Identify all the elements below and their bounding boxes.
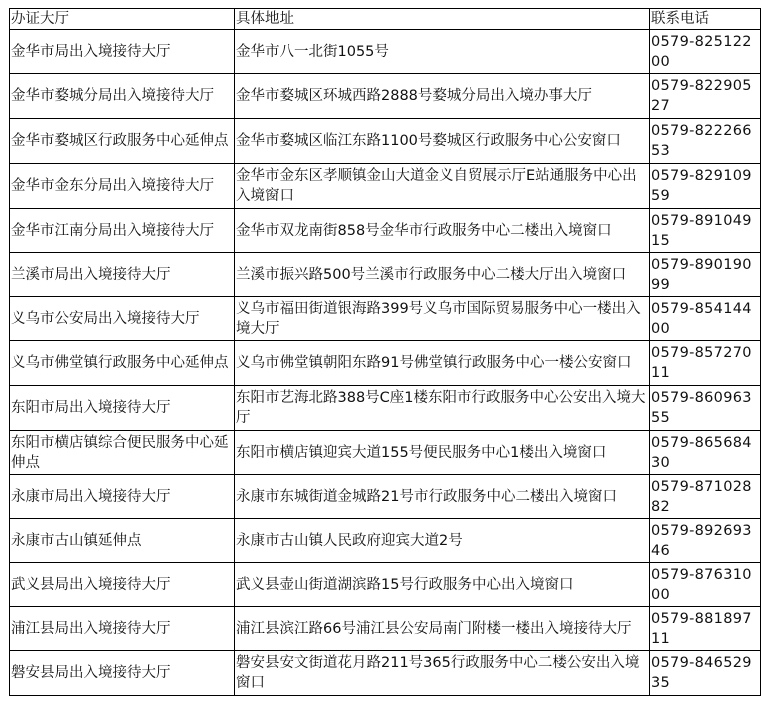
table-row	[10, 563, 761, 607]
cell-phone: 0579-82226653	[650, 119, 761, 164]
cell-hall: 永康市古山镇延伸点	[10, 519, 235, 563]
cell-phone: 0579-84652935	[650, 651, 761, 696]
cell-hall: 金华市金东分局出入境接待大厅	[10, 164, 235, 209]
cell-hall: 磐安县局出入境接待大厅	[10, 651, 235, 696]
table-header-row	[10, 9, 761, 30]
table-row	[10, 519, 761, 563]
table-row	[10, 475, 761, 519]
table-row	[10, 119, 761, 164]
cell-address: 金华市双龙南街858号金华市行政服务中心二楼出入境窗口	[235, 209, 650, 253]
cell-address: 义乌市福田街道银海路399号义乌市国际贸易服务中心一楼出入境大厅	[235, 297, 650, 341]
table-row	[10, 341, 761, 386]
cell-phone: 0579-85727011	[650, 341, 761, 386]
cell-phone: 0579-82910959	[650, 164, 761, 209]
cell-address: 兰溪市振兴路500号兰溪市行政服务中心二楼大厅出入境窗口	[235, 253, 650, 297]
cell-address: 东阳市横店镇迎宾大道155号便民服务中心1楼出入境窗口	[235, 431, 650, 475]
cell-hall: 永康市局出入境接待大厅	[10, 475, 235, 519]
table-row	[10, 297, 761, 341]
cell-address: 磐安县安文街道花月路211号365行政服务中心二楼公安出入境窗口	[235, 651, 650, 696]
cell-phone: 0579-87631000	[650, 563, 761, 607]
cell-hall: 东阳市横店镇综合便民服务中心延伸点	[10, 431, 235, 475]
table-row	[10, 386, 761, 431]
cell-phone: 0579-86096355	[650, 386, 761, 431]
cell-hall: 金华市局出入境接待大厅	[10, 30, 235, 74]
cell-address: 金华市婺城区临江东路1100号婺城区行政服务中心公安窗口	[235, 119, 650, 164]
cell-address: 金华市八一北街1055号	[235, 30, 650, 74]
cell-hall: 兰溪市局出入境接待大厅	[10, 253, 235, 297]
cell-hall: 浦江县局出入境接待大厅	[10, 607, 235, 651]
cell-phone: 0579-89104915	[650, 209, 761, 253]
cell-phone: 0579-82290527	[650, 74, 761, 119]
cell-address: 武义县壶山街道湖滨路15号行政服务中心出入境窗口	[235, 563, 650, 607]
office-table	[9, 8, 761, 696]
table-row	[10, 30, 761, 74]
table-row	[10, 253, 761, 297]
header-hall: 办证大厅	[10, 9, 235, 30]
cell-address: 东阳市艺海北路388号C座1楼东阳市行政服务中心公安出入境大厅	[235, 386, 650, 431]
cell-phone: 0579-86568430	[650, 431, 761, 475]
cell-phone: 0579-82512200	[650, 30, 761, 74]
cell-address: 金华市金东区孝顺镇金山大道金义自贸展示厅E站通服务中心出入境窗口	[235, 164, 650, 209]
table-body	[10, 30, 761, 696]
cell-hall: 义乌市佛堂镇行政服务中心延伸点	[10, 341, 235, 386]
cell-phone: 0579-88189711	[650, 607, 761, 651]
cell-hall: 金华市婺城区行政服务中心延伸点	[10, 119, 235, 164]
cell-address: 义乌市佛堂镇朝阳东路91号佛堂镇行政服务中心一楼公安窗口	[235, 341, 650, 386]
cell-hall: 义乌市公安局出入境接待大厅	[10, 297, 235, 341]
cell-address: 浦江县滨江路66号浦江县公安局南门附楼一楼出入境接待大厅	[235, 607, 650, 651]
table-row	[10, 164, 761, 209]
cell-phone: 0579-89269346	[650, 519, 761, 563]
cell-address: 永康市古山镇人民政府迎宾大道2号	[235, 519, 650, 563]
header-phone: 联系电话	[650, 9, 761, 30]
table-row	[10, 607, 761, 651]
cell-phone: 0579-85414400	[650, 297, 761, 341]
cell-hall: 金华市江南分局出入境接待大厅	[10, 209, 235, 253]
table-row	[10, 651, 761, 696]
cell-phone: 0579-87102882	[650, 475, 761, 519]
cell-phone: 0579-89019099	[650, 253, 761, 297]
cell-address: 金华市婺城区环城西路2888号婺城分局出入境办事大厅	[235, 74, 650, 119]
cell-address: 永康市东城街道金城路21号市行政服务中心二楼出入境窗口	[235, 475, 650, 519]
page	[9, 8, 761, 696]
table-row	[10, 74, 761, 119]
cell-hall: 金华市婺城分局出入境接待大厅	[10, 74, 235, 119]
header-address: 具体地址	[235, 9, 650, 30]
cell-hall: 东阳市局出入境接待大厅	[10, 386, 235, 431]
table-row	[10, 431, 761, 475]
cell-hall: 武义县局出入境接待大厅	[10, 563, 235, 607]
table-row	[10, 209, 761, 253]
